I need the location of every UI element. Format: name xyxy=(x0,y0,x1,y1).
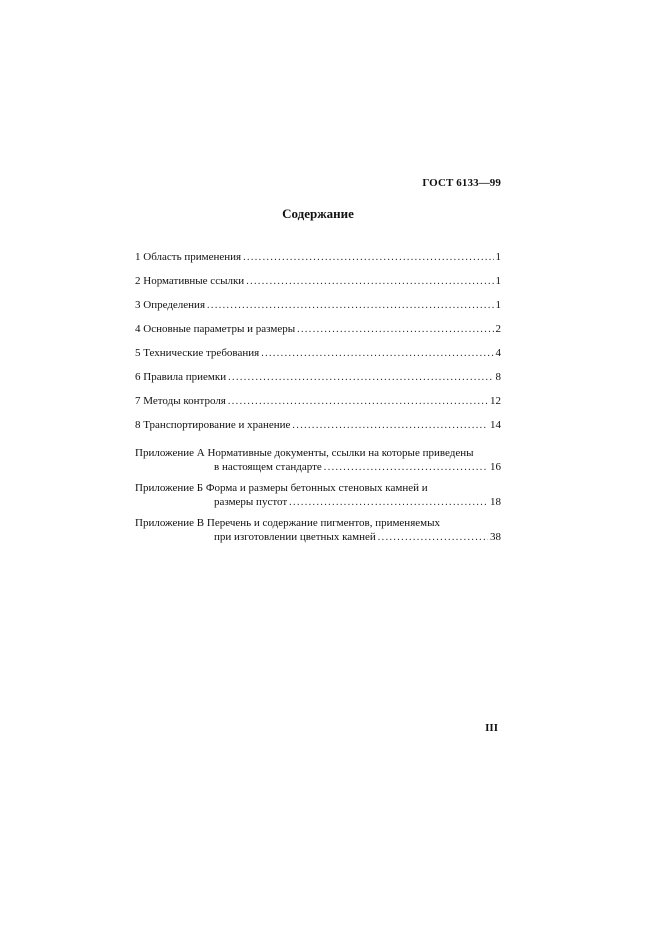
toc-entry[interactable] xyxy=(135,394,501,418)
toc-entry-page: 1 xyxy=(495,251,501,263)
toc-entry[interactable] xyxy=(135,274,501,298)
toc-entry-page: 1 xyxy=(495,275,501,287)
toc-entry[interactable] xyxy=(135,346,501,370)
toc-entry-page: 12 xyxy=(490,395,501,407)
appendix-prefix: Приложение Б xyxy=(135,482,204,494)
dot-leader xyxy=(324,461,488,475)
appendix-page: 18 xyxy=(490,496,501,508)
dot-leader xyxy=(289,496,488,510)
dot-leader xyxy=(207,299,493,313)
toc-entry-page: 8 xyxy=(495,371,501,383)
appendix-title-line1: Перечень и содержание пигментов, применяемых xyxy=(206,517,440,529)
dot-leader xyxy=(297,323,493,337)
toc-appendix-a[interactable] xyxy=(135,446,501,475)
appendix-prefix: Приложение А xyxy=(135,447,205,459)
appendix-page: 16 xyxy=(490,461,501,473)
toc-entry[interactable] xyxy=(135,298,501,322)
toc-entry-label: 7 Методы контроля xyxy=(135,395,226,407)
page-number: III xyxy=(485,722,498,734)
toc-entry-page: 14 xyxy=(490,419,501,431)
toc-entry-label: 1 Область применения xyxy=(135,251,242,263)
toc-entry[interactable] xyxy=(135,370,501,394)
dot-leader xyxy=(378,531,488,545)
toc-entry-label: 5 Технические требования xyxy=(135,347,260,359)
toc-appendix-v[interactable] xyxy=(135,516,501,545)
toc-entry-label: 2 Нормативные ссылки xyxy=(135,275,245,287)
toc-entry-label: 4 Основные параметры и размеры xyxy=(135,323,296,335)
toc-entry-page: 1 xyxy=(495,299,501,311)
toc-entry-label: 3 Определения xyxy=(135,299,206,311)
appendix-prefix: Приложение В xyxy=(135,517,205,529)
appendix-page: 38 xyxy=(490,531,501,543)
toc-entry[interactable] xyxy=(135,250,501,274)
dot-leader xyxy=(243,251,493,265)
dot-leader xyxy=(246,275,493,289)
dot-leader xyxy=(261,347,493,361)
appendix-title-line2: при изготовлении цветных камней xyxy=(214,531,376,543)
toc-entry[interactable] xyxy=(135,418,501,442)
dot-leader xyxy=(292,419,488,433)
toc-title: Содержание xyxy=(282,206,354,221)
toc-appendix-b[interactable] xyxy=(135,481,501,510)
appendix-title-line2: размеры пустот xyxy=(214,496,288,508)
toc-entry[interactable] xyxy=(135,322,501,346)
toc-entry-label: 6 Правила приемки xyxy=(135,371,227,383)
toc-entry-page: 2 xyxy=(495,323,501,335)
toc-entry-label: 8 Транспортирование и хранение xyxy=(135,419,291,431)
toc-entry-page: 4 xyxy=(495,347,501,359)
table-of-contents xyxy=(135,250,501,551)
appendix-title-line1: Форма и размеры бетонных стеновых камней и xyxy=(205,482,428,494)
appendix-title-line1: Нормативные документы, ссылки на которые приведены xyxy=(207,447,474,459)
dot-leader xyxy=(228,371,493,385)
appendix-title-line2: в настоящем стандарте xyxy=(214,461,322,473)
document-code: ГОСТ 6133—99 xyxy=(422,177,501,189)
dot-leader xyxy=(228,395,488,409)
